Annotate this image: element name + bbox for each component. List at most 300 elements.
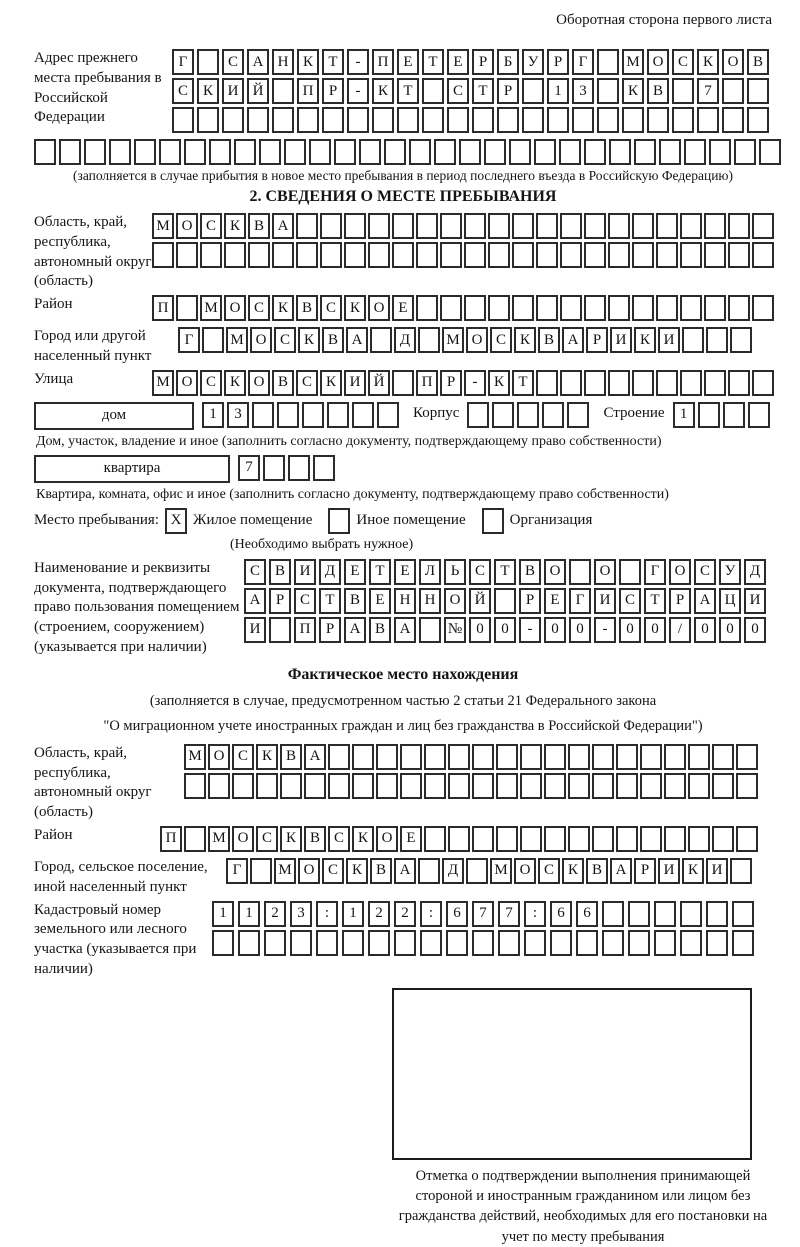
char-cell[interactable] — [704, 213, 726, 239]
char-cell[interactable] — [384, 139, 406, 165]
char-cell[interactable] — [736, 826, 758, 852]
char-cell[interactable] — [392, 242, 414, 268]
char-cell[interactable]: У — [719, 559, 741, 585]
char-cell[interactable] — [320, 242, 342, 268]
char-cell[interactable] — [472, 930, 494, 956]
char-cell[interactable]: Е — [397, 49, 419, 75]
char-cell[interactable]: Р — [586, 327, 608, 353]
char-cell[interactable]: К — [352, 826, 374, 852]
char-cell[interactable]: 0 — [694, 617, 716, 643]
char-cell[interactable]: 7 — [238, 455, 260, 481]
char-cell[interactable] — [584, 242, 606, 268]
char-cell[interactable]: К — [622, 78, 644, 104]
char-cell[interactable] — [492, 402, 514, 428]
char-cell[interactable]: О — [368, 295, 390, 321]
char-cell[interactable] — [248, 242, 270, 268]
char-cell[interactable]: В — [586, 858, 608, 884]
char-cell[interactable] — [680, 242, 702, 268]
char-cell[interactable] — [697, 107, 719, 133]
char-cell[interactable]: С — [172, 78, 194, 104]
char-cell[interactable]: О — [208, 744, 230, 770]
char-cell[interactable] — [440, 242, 462, 268]
char-cell[interactable]: Р — [269, 588, 291, 614]
char-cell[interactable] — [409, 139, 431, 165]
char-cell[interactable] — [200, 242, 222, 268]
char-cell[interactable] — [640, 773, 662, 799]
char-cell[interactable] — [327, 402, 349, 428]
char-cell[interactable]: С — [200, 213, 222, 239]
char-cell[interactable] — [59, 139, 81, 165]
char-cell[interactable]: Р — [669, 588, 691, 614]
char-cell[interactable] — [752, 213, 774, 239]
char-cell[interactable]: А — [244, 588, 266, 614]
char-cell[interactable] — [680, 370, 702, 396]
char-cell[interactable]: С — [248, 295, 270, 321]
char-cell[interactable] — [466, 858, 488, 884]
char-cell[interactable] — [550, 930, 572, 956]
char-cell[interactable]: Д — [744, 559, 766, 585]
char-cell[interactable] — [416, 295, 438, 321]
char-cell[interactable]: К — [280, 826, 302, 852]
char-cell[interactable]: В — [304, 826, 326, 852]
char-cell[interactable]: № — [444, 617, 466, 643]
char-cell[interactable]: К — [224, 213, 246, 239]
char-cell[interactable] — [352, 402, 374, 428]
char-cell[interactable] — [496, 773, 518, 799]
char-cell[interactable] — [280, 773, 302, 799]
char-cell[interactable]: С — [256, 826, 278, 852]
char-cell[interactable]: Г — [569, 588, 591, 614]
char-cell[interactable]: У — [522, 49, 544, 75]
char-cell[interactable] — [664, 773, 686, 799]
char-cell[interactable] — [592, 826, 614, 852]
char-cell[interactable] — [706, 901, 728, 927]
char-cell[interactable]: О — [298, 858, 320, 884]
char-cell[interactable]: О — [647, 49, 669, 75]
char-cell[interactable] — [656, 295, 678, 321]
char-cell[interactable] — [747, 107, 769, 133]
char-cell[interactable] — [472, 826, 494, 852]
char-cell[interactable]: 1 — [212, 901, 234, 927]
apartment-type-field[interactable]: квартира — [34, 455, 230, 483]
char-cell[interactable]: И — [594, 588, 616, 614]
char-cell[interactable] — [568, 773, 590, 799]
char-cell[interactable]: И — [294, 559, 316, 585]
char-cell[interactable]: П — [160, 826, 182, 852]
char-cell[interactable] — [209, 139, 231, 165]
char-cell[interactable] — [608, 213, 630, 239]
char-cell[interactable] — [496, 826, 518, 852]
char-cell[interactable] — [344, 242, 366, 268]
char-cell[interactable]: М — [200, 295, 222, 321]
char-cell[interactable] — [263, 455, 285, 481]
char-cell[interactable]: Г — [172, 49, 194, 75]
char-cell[interactable] — [472, 744, 494, 770]
char-cell[interactable] — [377, 402, 399, 428]
char-cell[interactable] — [172, 107, 194, 133]
char-cell[interactable]: Ь — [444, 559, 466, 585]
char-cell[interactable] — [520, 744, 542, 770]
char-cell[interactable]: 0 — [494, 617, 516, 643]
char-cell[interactable] — [632, 295, 654, 321]
char-cell[interactable]: С — [294, 588, 316, 614]
char-cell[interactable]: С — [694, 559, 716, 585]
char-cell[interactable] — [296, 213, 318, 239]
char-cell[interactable] — [234, 139, 256, 165]
char-cell[interactable] — [730, 327, 752, 353]
char-cell[interactable] — [520, 773, 542, 799]
char-cell[interactable] — [497, 107, 519, 133]
char-cell[interactable] — [560, 213, 582, 239]
char-cell[interactable] — [759, 139, 781, 165]
char-cell[interactable] — [524, 930, 546, 956]
char-cell[interactable] — [316, 930, 338, 956]
char-cell[interactable] — [284, 139, 306, 165]
char-cell[interactable] — [560, 370, 582, 396]
char-cell[interactable]: В — [269, 559, 291, 585]
char-cell[interactable] — [328, 744, 350, 770]
char-cell[interactable] — [688, 773, 710, 799]
char-cell[interactable] — [488, 242, 510, 268]
char-cell[interactable] — [134, 139, 156, 165]
char-cell[interactable] — [420, 930, 442, 956]
char-cell[interactable] — [309, 139, 331, 165]
char-cell[interactable]: М — [152, 370, 174, 396]
char-cell[interactable] — [464, 295, 486, 321]
char-cell[interactable]: В — [296, 295, 318, 321]
char-cell[interactable] — [654, 930, 676, 956]
char-cell[interactable] — [400, 773, 422, 799]
char-cell[interactable] — [544, 744, 566, 770]
char-cell[interactable]: 3 — [227, 402, 249, 428]
char-cell[interactable] — [522, 107, 544, 133]
char-cell[interactable] — [698, 402, 720, 428]
char-cell[interactable]: О — [466, 327, 488, 353]
char-cell[interactable] — [448, 826, 470, 852]
char-cell[interactable] — [656, 370, 678, 396]
char-cell[interactable] — [680, 213, 702, 239]
char-cell[interactable]: В — [647, 78, 669, 104]
char-cell[interactable] — [680, 930, 702, 956]
char-cell[interactable] — [222, 107, 244, 133]
char-cell[interactable]: О — [176, 370, 198, 396]
char-cell[interactable] — [709, 139, 731, 165]
char-cell[interactable]: К — [272, 295, 294, 321]
char-cell[interactable] — [250, 858, 272, 884]
char-cell[interactable] — [302, 402, 324, 428]
char-cell[interactable]: К — [346, 858, 368, 884]
char-cell[interactable]: О — [669, 559, 691, 585]
char-cell[interactable] — [488, 213, 510, 239]
char-cell[interactable] — [376, 744, 398, 770]
char-cell[interactable]: И — [222, 78, 244, 104]
char-cell[interactable] — [609, 139, 631, 165]
char-cell[interactable] — [424, 744, 446, 770]
char-cell[interactable] — [752, 370, 774, 396]
char-cell[interactable]: О — [544, 559, 566, 585]
char-cell[interactable] — [520, 826, 542, 852]
char-cell[interactable]: В — [747, 49, 769, 75]
char-cell[interactable] — [568, 744, 590, 770]
char-cell[interactable] — [680, 295, 702, 321]
char-cell[interactable] — [496, 744, 518, 770]
char-cell[interactable]: А — [247, 49, 269, 75]
char-cell[interactable]: П — [294, 617, 316, 643]
char-cell[interactable] — [560, 295, 582, 321]
char-cell[interactable] — [422, 107, 444, 133]
char-cell[interactable] — [560, 242, 582, 268]
char-cell[interactable] — [640, 744, 662, 770]
char-cell[interactable] — [576, 930, 598, 956]
char-cell[interactable]: Р — [547, 49, 569, 75]
char-cell[interactable]: А — [394, 617, 416, 643]
char-cell[interactable] — [472, 107, 494, 133]
char-cell[interactable] — [368, 242, 390, 268]
char-cell[interactable] — [359, 139, 381, 165]
char-cell[interactable]: М — [208, 826, 230, 852]
char-cell[interactable]: 1 — [673, 402, 695, 428]
char-cell[interactable] — [632, 242, 654, 268]
char-cell[interactable]: В — [280, 744, 302, 770]
char-cell[interactable]: К — [682, 858, 704, 884]
char-cell[interactable]: О — [722, 49, 744, 75]
char-cell[interactable] — [567, 402, 589, 428]
char-cell[interactable] — [517, 402, 539, 428]
char-cell[interactable]: В — [248, 213, 270, 239]
char-cell[interactable] — [176, 295, 198, 321]
char-cell[interactable] — [619, 559, 641, 585]
char-cell[interactable] — [544, 773, 566, 799]
char-cell[interactable] — [608, 242, 630, 268]
char-cell[interactable] — [584, 213, 606, 239]
char-cell[interactable]: 0 — [569, 617, 591, 643]
char-cell[interactable] — [344, 213, 366, 239]
char-cell[interactable]: В — [369, 617, 391, 643]
char-cell[interactable]: Т — [322, 49, 344, 75]
char-cell[interactable] — [584, 370, 606, 396]
char-cell[interactable]: Д — [394, 327, 416, 353]
char-cell[interactable] — [632, 213, 654, 239]
char-cell[interactable] — [352, 773, 374, 799]
char-cell[interactable] — [728, 242, 750, 268]
char-cell[interactable]: Й — [247, 78, 269, 104]
char-cell[interactable]: Т — [319, 588, 341, 614]
char-cell[interactable] — [634, 139, 656, 165]
char-cell[interactable] — [547, 107, 569, 133]
char-cell[interactable]: К — [634, 327, 656, 353]
char-cell[interactable] — [152, 242, 174, 268]
char-cell[interactable] — [647, 107, 669, 133]
char-cell[interactable] — [269, 617, 291, 643]
char-cell[interactable]: В — [272, 370, 294, 396]
char-cell[interactable]: А — [346, 327, 368, 353]
char-cell[interactable] — [592, 744, 614, 770]
char-cell[interactable]: Б — [497, 49, 519, 75]
char-cell[interactable] — [672, 107, 694, 133]
char-cell[interactable] — [584, 295, 606, 321]
char-cell[interactable] — [682, 327, 704, 353]
char-cell[interactable]: Е — [344, 559, 366, 585]
char-cell[interactable] — [464, 242, 486, 268]
char-cell[interactable]: 0 — [619, 617, 641, 643]
char-cell[interactable]: В — [538, 327, 560, 353]
char-cell[interactable] — [512, 213, 534, 239]
char-cell[interactable]: Л — [419, 559, 441, 585]
char-cell[interactable]: О — [444, 588, 466, 614]
char-cell[interactable] — [568, 826, 590, 852]
char-cell[interactable] — [628, 930, 650, 956]
char-cell[interactable] — [297, 107, 319, 133]
char-cell[interactable] — [424, 773, 446, 799]
char-cell[interactable] — [232, 773, 254, 799]
char-cell[interactable]: О — [224, 295, 246, 321]
char-cell[interactable]: И — [706, 858, 728, 884]
char-cell[interactable]: А — [610, 858, 632, 884]
char-cell[interactable] — [734, 139, 756, 165]
char-cell[interactable] — [608, 295, 630, 321]
char-cell[interactable] — [728, 370, 750, 396]
char-cell[interactable]: К — [298, 327, 320, 353]
char-cell[interactable]: П — [297, 78, 319, 104]
char-cell[interactable] — [247, 107, 269, 133]
char-cell[interactable] — [424, 826, 446, 852]
char-cell[interactable] — [484, 139, 506, 165]
char-cell[interactable] — [572, 107, 594, 133]
char-cell[interactable] — [542, 402, 564, 428]
char-cell[interactable] — [334, 139, 356, 165]
char-cell[interactable] — [597, 78, 619, 104]
char-cell[interactable]: Р — [440, 370, 462, 396]
char-cell[interactable] — [632, 370, 654, 396]
char-cell[interactable] — [446, 930, 468, 956]
char-cell[interactable] — [712, 826, 734, 852]
checkbox-residential[interactable]: X — [165, 508, 187, 534]
char-cell[interactable]: Н — [419, 588, 441, 614]
char-cell[interactable] — [592, 773, 614, 799]
char-cell[interactable] — [264, 930, 286, 956]
char-cell[interactable]: 0 — [644, 617, 666, 643]
char-cell[interactable]: 0 — [469, 617, 491, 643]
char-cell[interactable] — [376, 773, 398, 799]
char-cell[interactable] — [608, 370, 630, 396]
char-cell[interactable]: О — [594, 559, 616, 585]
char-cell[interactable]: О — [514, 858, 536, 884]
char-cell[interactable]: Т — [397, 78, 419, 104]
char-cell[interactable] — [328, 773, 350, 799]
char-cell[interactable] — [159, 139, 181, 165]
char-cell[interactable] — [732, 901, 754, 927]
char-cell[interactable] — [747, 78, 769, 104]
char-cell[interactable] — [313, 455, 335, 481]
char-cell[interactable] — [748, 402, 770, 428]
char-cell[interactable] — [730, 858, 752, 884]
char-cell[interactable]: Д — [319, 559, 341, 585]
char-cell[interactable] — [448, 744, 470, 770]
char-cell[interactable] — [272, 242, 294, 268]
char-cell[interactable]: Р — [519, 588, 541, 614]
char-cell[interactable]: О — [376, 826, 398, 852]
char-cell[interactable]: - — [519, 617, 541, 643]
char-cell[interactable] — [622, 107, 644, 133]
char-cell[interactable]: К — [320, 370, 342, 396]
char-cell[interactable]: - — [594, 617, 616, 643]
char-cell[interactable]: 3 — [290, 901, 312, 927]
char-cell[interactable]: Е — [369, 588, 391, 614]
char-cell[interactable] — [684, 139, 706, 165]
char-cell[interactable] — [597, 107, 619, 133]
char-cell[interactable]: И — [610, 327, 632, 353]
char-cell[interactable] — [176, 242, 198, 268]
char-cell[interactable]: А — [562, 327, 584, 353]
char-cell[interactable] — [304, 773, 326, 799]
char-cell[interactable]: М — [226, 327, 248, 353]
char-cell[interactable] — [659, 139, 681, 165]
char-cell[interactable]: И — [658, 858, 680, 884]
char-cell[interactable] — [252, 402, 274, 428]
char-cell[interactable]: О — [248, 370, 270, 396]
char-cell[interactable] — [732, 930, 754, 956]
char-cell[interactable] — [536, 370, 558, 396]
char-cell[interactable] — [467, 402, 489, 428]
char-cell[interactable]: К — [372, 78, 394, 104]
house-type-field[interactable]: дом — [34, 402, 194, 430]
char-cell[interactable]: - — [464, 370, 486, 396]
char-cell[interactable] — [544, 826, 566, 852]
char-cell[interactable] — [498, 930, 520, 956]
char-cell[interactable]: С — [490, 327, 512, 353]
char-cell[interactable] — [722, 107, 744, 133]
char-cell[interactable]: Р — [322, 78, 344, 104]
char-cell[interactable] — [602, 901, 624, 927]
char-cell[interactable] — [602, 930, 624, 956]
char-cell[interactable] — [440, 295, 462, 321]
char-cell[interactable]: Р — [472, 49, 494, 75]
char-cell[interactable] — [347, 107, 369, 133]
char-cell[interactable]: С — [200, 370, 222, 396]
char-cell[interactable] — [509, 139, 531, 165]
char-cell[interactable]: 1 — [238, 901, 260, 927]
char-cell[interactable] — [418, 327, 440, 353]
char-cell[interactable] — [494, 588, 516, 614]
char-cell[interactable]: С — [296, 370, 318, 396]
char-cell[interactable]: И — [658, 327, 680, 353]
char-cell[interactable] — [656, 242, 678, 268]
char-cell[interactable]: К — [197, 78, 219, 104]
char-cell[interactable] — [419, 617, 441, 643]
char-cell[interactable]: Т — [512, 370, 534, 396]
char-cell[interactable]: О — [176, 213, 198, 239]
char-cell[interactable]: 6 — [550, 901, 572, 927]
char-cell[interactable]: Т — [369, 559, 391, 585]
char-cell[interactable]: Е — [544, 588, 566, 614]
char-cell[interactable] — [664, 826, 686, 852]
char-cell[interactable]: 0 — [544, 617, 566, 643]
char-cell[interactable] — [392, 213, 414, 239]
char-cell[interactable]: О — [232, 826, 254, 852]
char-cell[interactable]: Р — [497, 78, 519, 104]
char-cell[interactable]: К — [256, 744, 278, 770]
char-cell[interactable] — [597, 49, 619, 75]
char-cell[interactable]: И — [244, 617, 266, 643]
char-cell[interactable] — [272, 107, 294, 133]
char-cell[interactable]: : — [524, 901, 546, 927]
char-cell[interactable] — [728, 213, 750, 239]
char-cell[interactable]: А — [344, 617, 366, 643]
char-cell[interactable] — [512, 242, 534, 268]
char-cell[interactable] — [370, 327, 392, 353]
char-cell[interactable]: С — [322, 858, 344, 884]
char-cell[interactable] — [656, 213, 678, 239]
